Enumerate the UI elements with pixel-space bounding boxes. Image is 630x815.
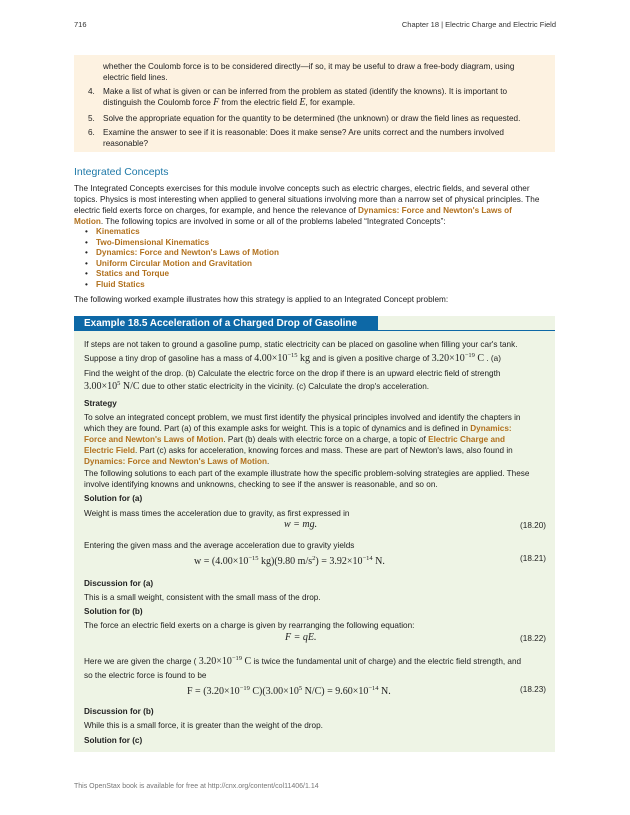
strategy-line-2: which they are found. Part (a) of this example asks for weight. This is a topic of dynamics and is defined in Dynamics: bbox=[84, 424, 512, 433]
intro-line-1: The Integrated Concepts exercises for this module involve concepts such as electric charges, electric fields, and several other bbox=[74, 184, 530, 193]
topic-link[interactable]: • Uniform Circular Motion and Gravitation bbox=[85, 259, 279, 270]
step-5-text: Solve the appropriate equation for the quantity to be determined (the unknown) or draw the field lines as requested. bbox=[103, 114, 521, 123]
step-6-number: 6. bbox=[88, 128, 95, 137]
step-6-line-1: Examine the answer to see if it is reasonable: Does it make sense? Are units correct and the numbers involved bbox=[103, 128, 504, 137]
problem-text: Suppose a tiny drop of gasoline has a mass of bbox=[84, 354, 252, 363]
solutions-intro-line-2: involve identifying knowns and unknowns, checking to see if the answer is reasonable, and so on. bbox=[84, 480, 438, 489]
intro-text: electric field exerts force on charges, for example, and hence the relevance of bbox=[74, 206, 356, 215]
equation-number: (18.23) bbox=[520, 685, 546, 694]
problem-text: and is given a positive charge of bbox=[312, 354, 430, 363]
solution-b-text-2: Here we are given the charge ( $3.20\times 10^{-19}$ C is twice the fundamental unit of charge) and the electric field strength, and bbox=[84, 655, 522, 667]
step-4-text-b: from the electric field bbox=[221, 98, 298, 107]
charge-value: $3.20\times 10^{-19}$ C bbox=[198, 655, 252, 667]
field-value: $3.00\times 10^5$ N/C bbox=[84, 380, 140, 392]
strategy-line-1: To solve an integrated concept problem, we must first identify the physical principles involved and identify the chapters in bbox=[84, 413, 521, 422]
strategy-line-4: Electric Field. Part (c) asks for acceleration, knowing forces and mass. These are part of Newton's laws, also found in bbox=[84, 446, 513, 455]
intro-line-3 bbox=[74, 205, 556, 216]
topics-list bbox=[85, 227, 279, 290]
step-4-line-2 bbox=[103, 97, 543, 108]
link-dynamics-motion[interactable]: Motion bbox=[74, 217, 101, 226]
link-dynamics[interactable]: Dynamics: Force and Newton's Laws of bbox=[358, 206, 512, 215]
solution-c-heading: Solution for (c) bbox=[84, 736, 143, 745]
topic-link[interactable]: • Statics and Torque bbox=[85, 269, 279, 280]
link-dynamics[interactable]: Dynamics: bbox=[470, 424, 512, 433]
step-3-line-1: whether the Coulomb force is to be considered directly—if so, it may be useful to draw a free-body diagram, using bbox=[103, 62, 515, 71]
link-dynamics[interactable]: Dynamics: Force and Newton's Laws of Motion bbox=[84, 457, 268, 466]
discussion-b-text: While this is a small force, it is greater than the weight of the drop. bbox=[84, 721, 323, 730]
outro-text: The following worked example illustrates how this strategy is applied to an Integrated Concept problem: bbox=[74, 295, 449, 304]
step-4-text-c: , for example. bbox=[305, 98, 356, 107]
solution-b-text: The force an electric field exerts on a charge is given by rearranging the following equation: bbox=[84, 621, 415, 630]
intro-paragraph bbox=[74, 183, 556, 227]
step-4-line-1: Make a list of what is given or can be inferred from the problem as stated (identify the knowns). It is important to bbox=[103, 87, 508, 96]
equation-18-23: $F = (3.20\times 10^{-19}$ $C)(3.00\times 10^5$ $N/C) = 9.60\times 10^{-14}$ N. bbox=[187, 685, 391, 697]
problem-text: due to other static electricity in the vicinity. (c) Calculate the drop's acceleration. bbox=[141, 382, 430, 391]
solution-b-heading: Solution for (b) bbox=[84, 607, 143, 616]
strategy-line-3: Force and Newton's Laws of Motion. Part (b) deals with electric force on a charge, a topic of Electric Charge and bbox=[84, 435, 506, 444]
problem-line-3: Find the weight of the drop. (b) Calculate the electric force on the drop if there is an upward electric field of strength bbox=[84, 369, 501, 378]
equation-18-20: w = mg. bbox=[284, 519, 318, 530]
equation-18-21: $w = (4.00\times 10^{-15}$ kg)(9.80 $m/s^2) = 3.92\times 10^{-14}$ N. bbox=[194, 555, 385, 567]
force-symbol: F bbox=[213, 97, 220, 108]
link-dynamics[interactable]: Force and Newton's Laws of Motion bbox=[84, 435, 224, 444]
solutions-intro bbox=[84, 468, 546, 490]
intro-text-end: . The following topics are involved in some or all of the problems labeled “Integrated Concepts”: bbox=[100, 217, 446, 226]
intro-line-4 bbox=[74, 216, 556, 227]
problem-line-4 bbox=[84, 381, 546, 392]
example-title-rule bbox=[74, 330, 555, 331]
link-electric-field[interactable]: Electric Field bbox=[84, 446, 135, 455]
footer-note: This OpenStax book is available for free at http://cnx.org/content/col11406/1.14 bbox=[74, 783, 319, 790]
charge-value: $3.20\times 10^{-19}$ C bbox=[431, 352, 485, 364]
intro-line-2: topics. Physics is most interesting when applied to general situations involving more than a narrow set of physical principles. The bbox=[74, 195, 540, 204]
solution-a-text-2: Entering the given mass and the average acceleration due to gravity yields bbox=[84, 541, 355, 550]
page-number: 716 bbox=[74, 20, 87, 29]
solutions-intro-line-1: The following solutions to each part of the example illustrate how the specific problem-solving strategies are applied. These bbox=[84, 469, 530, 478]
problem-solving-strategy-box bbox=[74, 55, 555, 152]
step-4-text-a: distinguish the Coulomb force bbox=[103, 98, 211, 107]
strategy-paragraph bbox=[84, 412, 546, 467]
field-symbol: E bbox=[299, 97, 306, 108]
chapter-header: Chapter 18 | Electric Charge and Electric Field bbox=[401, 20, 556, 29]
discussion-a-text: This is a small weight, consistent with the small mass of the drop. bbox=[84, 593, 321, 602]
problem-line-1: If steps are not taken to ground a gasoline pump, static electricity can be placed on gasoline when filling your car's tank. bbox=[84, 340, 518, 349]
equation-number: (18.20) bbox=[520, 521, 546, 530]
problem-line-2 bbox=[84, 353, 546, 364]
equation-number: (18.21) bbox=[520, 554, 546, 563]
solution-a-text: Weight is mass times the acceleration due to gravity, as first expressed in bbox=[84, 509, 350, 518]
step-5-number: 5. bbox=[88, 114, 95, 123]
step-4-number: 4. bbox=[88, 87, 95, 96]
topic-link[interactable]: • Dynamics: Force and Newton's Laws of Motion bbox=[85, 248, 279, 259]
discussion-a-heading: Discussion for (a) bbox=[84, 579, 154, 588]
topic-link[interactable]: • Kinematics bbox=[85, 227, 279, 238]
mass-value: $4.00\times 10^{-15}$ kg bbox=[254, 352, 311, 364]
equation-18-22: F = qE. bbox=[285, 632, 317, 643]
equation-number: (18.22) bbox=[520, 634, 546, 643]
section-title: Integrated Concepts bbox=[74, 166, 169, 178]
step-3-line-2: electric field lines. bbox=[103, 73, 168, 82]
strategy-heading: Strategy bbox=[84, 399, 117, 408]
discussion-b-heading: Discussion for (b) bbox=[84, 707, 154, 716]
solution-a-heading: Solution for (a) bbox=[84, 494, 143, 503]
strategy-line-5: Dynamics: Force and Newton's Laws of Motion. bbox=[84, 457, 270, 466]
topic-link[interactable]: • Fluid Statics bbox=[85, 280, 279, 291]
link-electric-charge[interactable]: Electric Charge and bbox=[428, 435, 506, 444]
step-6-line-2: reasonable? bbox=[103, 139, 149, 148]
problem-text: . (a) bbox=[486, 354, 501, 363]
example-title: Example 18.5 Acceleration of a Charged Drop of Gasoline bbox=[74, 316, 378, 331]
topic-link[interactable]: • Two-Dimensional Kinematics bbox=[85, 238, 279, 249]
solution-b-text-3: so the electric force is found to be bbox=[84, 671, 207, 680]
